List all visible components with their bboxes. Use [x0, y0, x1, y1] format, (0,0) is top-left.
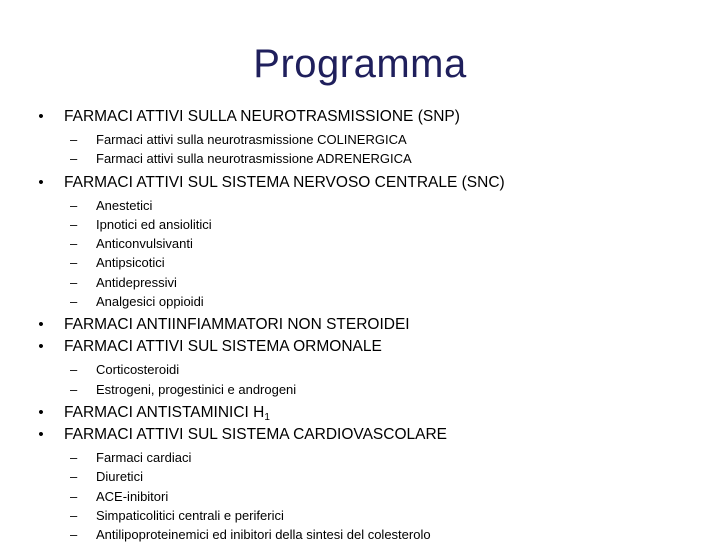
bullet-icon: •	[38, 316, 44, 334]
section-heading	[34, 172, 694, 194]
dash-icon: –	[70, 362, 78, 378]
list-item-text: Anestetici	[96, 197, 153, 213]
section-heading	[34, 424, 694, 446]
dash-icon: –	[70, 294, 78, 310]
dash-icon: –	[70, 381, 78, 397]
list-item	[34, 273, 694, 292]
list-item	[34, 525, 694, 544]
dash-icon: –	[70, 151, 78, 167]
dash-icon: –	[70, 197, 78, 213]
section-heading	[34, 336, 694, 358]
slide-title: Programma	[253, 42, 467, 86]
list-item	[34, 506, 694, 525]
list-item	[34, 467, 694, 486]
list-item-text: Antipsicotici	[96, 255, 165, 271]
list-item	[34, 360, 694, 379]
bullet-icon: •	[38, 338, 44, 356]
section-heading-subscript: 1	[264, 411, 270, 423]
list-item-text: Diuretici	[96, 469, 143, 485]
list-item	[34, 448, 694, 467]
dash-icon: –	[70, 216, 78, 232]
list-item	[34, 196, 694, 215]
bullet-icon: •	[38, 425, 44, 443]
list-item	[34, 149, 694, 168]
list-item	[34, 234, 694, 253]
bullet-icon: •	[38, 173, 44, 191]
list-item-text: ACE-inibitori	[96, 488, 169, 504]
section-heading-text: FARMACI ATTIVI SUL SISTEMA ORMONALE	[64, 338, 382, 356]
dash-icon: –	[70, 449, 78, 465]
list-item-text: Corticosteroidi	[96, 362, 180, 378]
dash-icon: –	[70, 255, 78, 271]
list-item-text: Farmaci cardiaci	[96, 449, 192, 465]
list-item-text: Analgesici oppioidi	[96, 294, 204, 310]
section-heading-text: FARMACI ATTIVI SUL SISTEMA NERVOSO CENTRALE (SNC)	[64, 173, 505, 191]
dash-icon: –	[70, 469, 78, 485]
list-item	[34, 253, 694, 272]
dash-icon: –	[70, 488, 78, 504]
bullet-icon: •	[38, 108, 44, 125]
list-item-text: Farmaci attivi sulla neurotrasmissione ADRENERGICA	[96, 151, 412, 167]
list-item-text: Simpaticolitici centrali e periferici	[96, 507, 284, 523]
dash-icon: –	[70, 236, 78, 252]
list-item	[34, 487, 694, 506]
list-item-text: Ipnotici ed ansiolitici	[96, 216, 212, 232]
section-heading-text: FARMACI ANTISTAMINICI H	[64, 403, 265, 421]
dash-icon: –	[70, 507, 78, 523]
list-item-text: Antilipoproteinemici ed inibitori della sintesi del colesterolo	[96, 527, 431, 543]
bullet-icon: •	[38, 403, 44, 421]
section-heading	[34, 106, 694, 128]
list-item	[34, 292, 694, 311]
list-item	[34, 380, 694, 399]
list-item-text: Estrogeni, progestinici e androgeni	[96, 381, 297, 397]
section-heading	[34, 402, 694, 424]
list-item-text: Antidepressivi	[96, 274, 177, 290]
dash-icon: –	[70, 274, 78, 290]
section-heading-text: FARMACI ATTIVI SULLA NEUROTRASMISSIONE (SNP)	[64, 108, 460, 125]
list-item-text: Farmaci attivi sulla neurotrasmissione COLINERGICA	[96, 132, 407, 147]
dash-icon: –	[70, 527, 78, 543]
list-item	[34, 130, 694, 149]
section-heading-text: FARMACI ANTIINFIAMMATORI NON STEROIDEI	[64, 316, 410, 334]
program-list	[34, 106, 694, 544]
list-item-text: Anticonvulsivanti	[96, 236, 193, 252]
section-heading-text: FARMACI ATTIVI SUL SISTEMA CARDIOVASCOLARE	[64, 425, 447, 443]
dash-icon: –	[70, 132, 78, 147]
section-heading	[34, 314, 694, 336]
list-item	[34, 215, 694, 234]
